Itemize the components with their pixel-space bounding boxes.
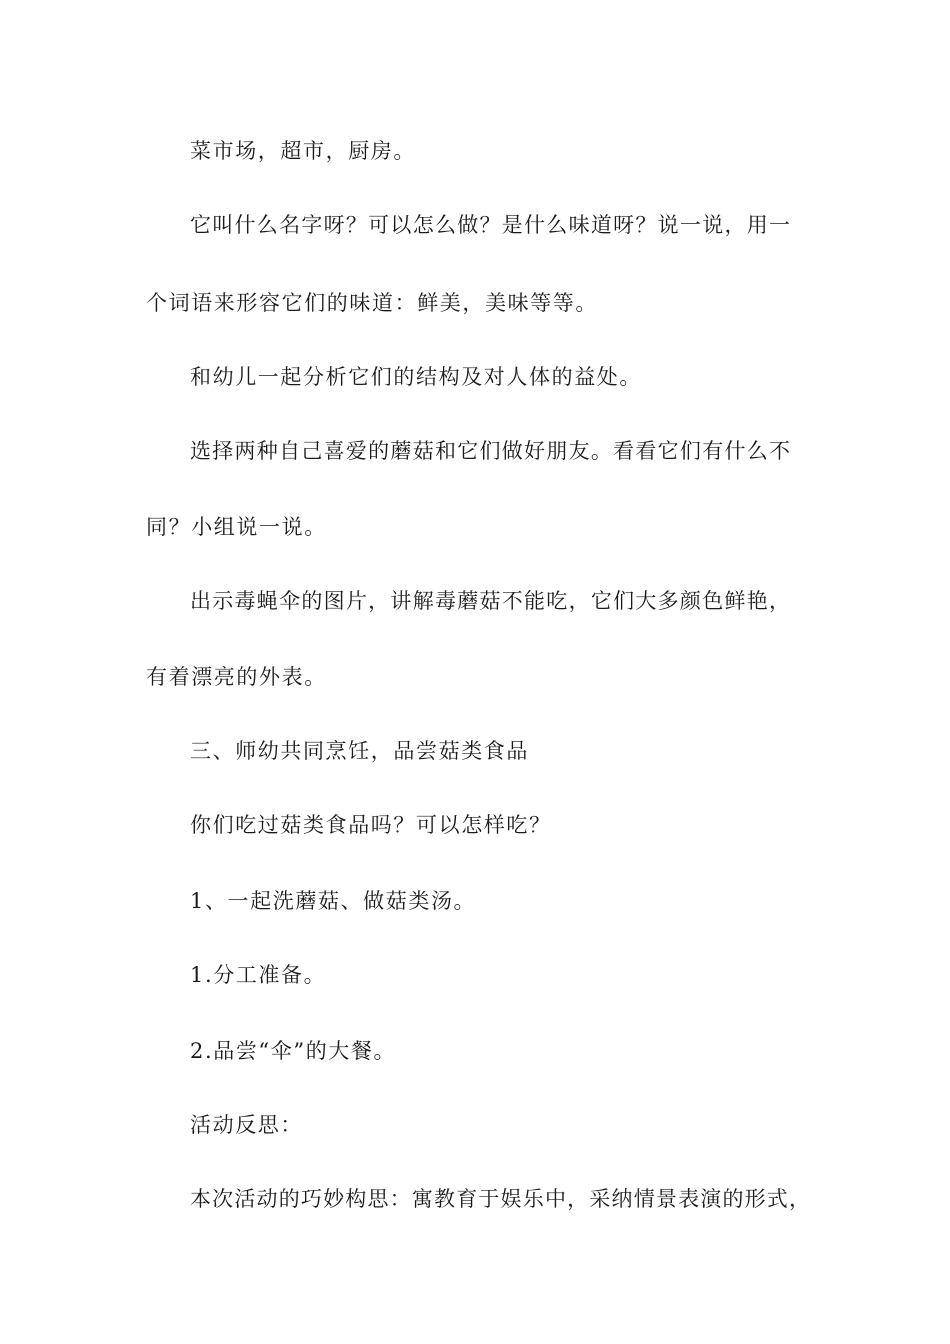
section-heading: 三、师幼共同烹饪，品尝菇类食品 — [190, 739, 529, 763]
paragraph-line: 同？小组说一说。 — [146, 515, 327, 539]
paragraph-line: 有着漂亮的外表。 — [146, 665, 327, 689]
paragraph-line: 和幼儿一起分析它们的结构及对人体的益处。 — [190, 365, 642, 389]
paragraph-line: 出示毒蝇伞的图片，讲解毒蘑菇不能吃，它们大多颜色鲜艳， — [190, 589, 790, 613]
paragraph-line: 本次活动的巧妙构思：寓教育于娱乐中，采纳情景表演的形式， — [190, 1187, 810, 1211]
list-item: 1.分工准备。 — [190, 963, 327, 987]
paragraph-line: 菜市场，超市，厨房。 — [190, 139, 416, 163]
section-heading: 活动反思： — [190, 1113, 303, 1137]
list-item: 1、一起洗蘑菇、做菇类汤。 — [190, 889, 477, 913]
paragraph-line: 你们吃过菇类食品吗？可以怎样吃？ — [190, 813, 552, 837]
paragraph-line: 选择两种自己喜爱的蘑菇和它们做好朋友。看看它们有什么不 — [190, 439, 790, 463]
paragraph-line: 它叫什么名字呀？可以怎么做？是什么味道呀？说一说，用一 — [190, 213, 790, 237]
list-item: 2.品尝“伞”的大餐。 — [190, 1039, 397, 1063]
paragraph-line: 个词语来形容它们的味道：鲜美，美味等等。 — [146, 291, 598, 315]
